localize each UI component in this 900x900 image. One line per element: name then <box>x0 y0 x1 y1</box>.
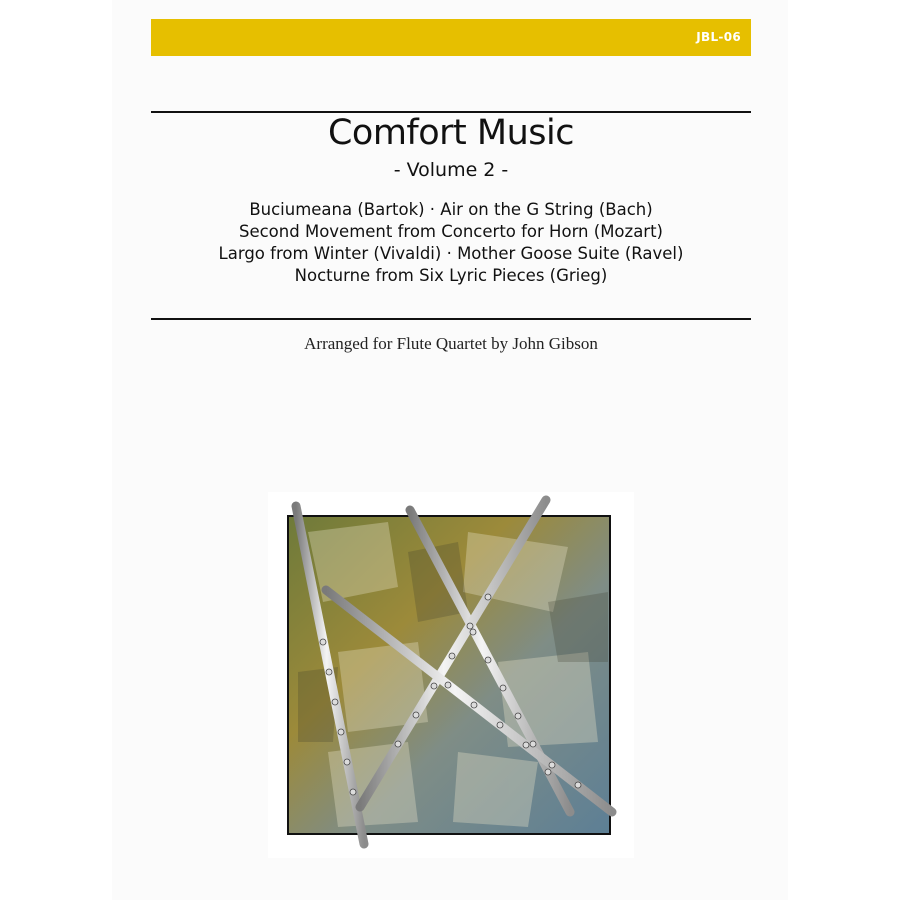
catalog-bar <box>151 19 751 56</box>
volume-subtitle: - Volume 2 - <box>393 159 509 181</box>
catalog-code: JBL-06 <box>696 30 741 44</box>
piece-list <box>151 199 751 287</box>
four-flutes-illustration-icon <box>268 492 634 858</box>
arranger-credit: Arranged for Flute Quartet by John Gibson <box>304 334 598 353</box>
piece-line: Second Movement from Concerto for Horn (Mozart) <box>238 222 663 241</box>
piece-line: Nocturne from Six Lyric Pieces (Grieg) <box>294 266 608 285</box>
bottom-divider <box>151 318 751 320</box>
piece-line: Largo from Winter (Vivaldi) · Mother Goose Suite (Ravel) <box>218 244 684 263</box>
piece-line: Buciumeana (Bartok) · Air on the G String (Bach) <box>249 200 653 219</box>
cover-artwork <box>268 492 634 858</box>
page-title: Comfort Music <box>327 113 574 153</box>
